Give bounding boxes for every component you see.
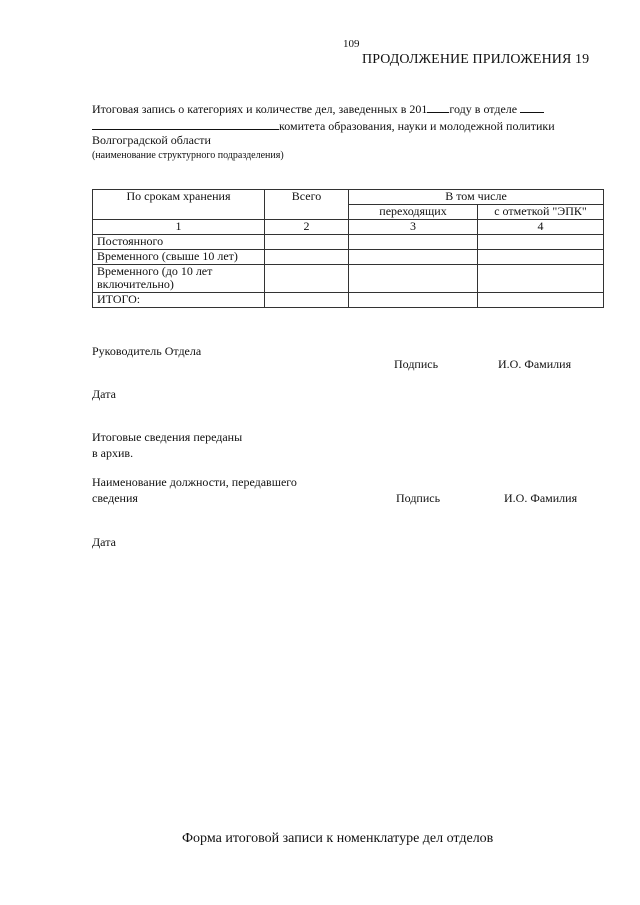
form-caption: Форма итоговой записи к номенклатуре дел отделов (182, 831, 494, 846)
column-number: 3 (349, 220, 478, 235)
row-transferring (349, 293, 478, 308)
head-of-department-label: Руководитель Отдела (92, 344, 202, 358)
row-label: Временного (до 10 лет включительно) (93, 265, 265, 293)
summary-table (92, 189, 604, 308)
row-transferring (349, 265, 478, 293)
row-total (265, 293, 349, 308)
row-label: Постоянного (93, 235, 265, 250)
intro-line-1 (92, 100, 544, 117)
intro-region: Волгоградской области (92, 133, 211, 147)
signature-label: Подпись (396, 491, 441, 505)
header-total: Всего (265, 190, 349, 220)
column-number: 2 (265, 220, 349, 235)
row-epk (478, 250, 604, 265)
row-epk (478, 265, 604, 293)
row-transferring (349, 235, 478, 250)
department-name-blank (92, 117, 279, 130)
row-total (265, 235, 349, 250)
intro-text-prefix: Итоговая запись о категориях и количестве дел, заведенных в 201 (92, 102, 428, 116)
name-label: И.О. Фамилия (504, 491, 578, 505)
appendix-title: ПРОДОЛЖЕНИЕ ПРИЛОЖЕНИЯ 19 (362, 52, 590, 67)
header-epk: с отметкой "ЭПК" (478, 205, 604, 220)
year-blank (427, 100, 449, 113)
signature-label: Подпись (394, 357, 439, 371)
table-row (93, 293, 604, 308)
table-row (93, 250, 604, 265)
position-label-continued: сведения (92, 491, 138, 505)
page-number: 109 (343, 38, 360, 50)
header-storage: По срокам хранения (93, 190, 265, 220)
column-number: 4 (478, 220, 604, 235)
table-row (93, 265, 604, 293)
header-including: В том числе (349, 190, 604, 205)
row-label: Временного (свыше 10 лет) (93, 250, 265, 265)
transferred-label: Итоговые сведения переданы (92, 430, 243, 444)
intro-text-middle: году в отделе (449, 102, 518, 116)
row-total (265, 250, 349, 265)
department-blank (520, 100, 544, 113)
row-transferring (349, 250, 478, 265)
intro-note: (наименование структурного подразделения) (92, 150, 284, 161)
row-label: ИТОГО: (93, 293, 265, 308)
column-number: 1 (93, 220, 265, 235)
row-total (265, 265, 349, 293)
date-label: Дата (92, 387, 116, 401)
position-label: Наименование должности, передавшего (92, 475, 297, 489)
header-transferring: переходящих (349, 205, 478, 220)
intro-text-committee: комитета образования, науки и молодежной политики (279, 119, 555, 133)
row-epk (478, 235, 604, 250)
name-label: И.О. Фамилия (498, 357, 572, 371)
table-row (93, 235, 604, 250)
transferred-label-continued: в архив. (92, 446, 134, 460)
date-label: Дата (92, 535, 116, 549)
row-epk (478, 293, 604, 308)
intro-line-2 (92, 117, 555, 134)
